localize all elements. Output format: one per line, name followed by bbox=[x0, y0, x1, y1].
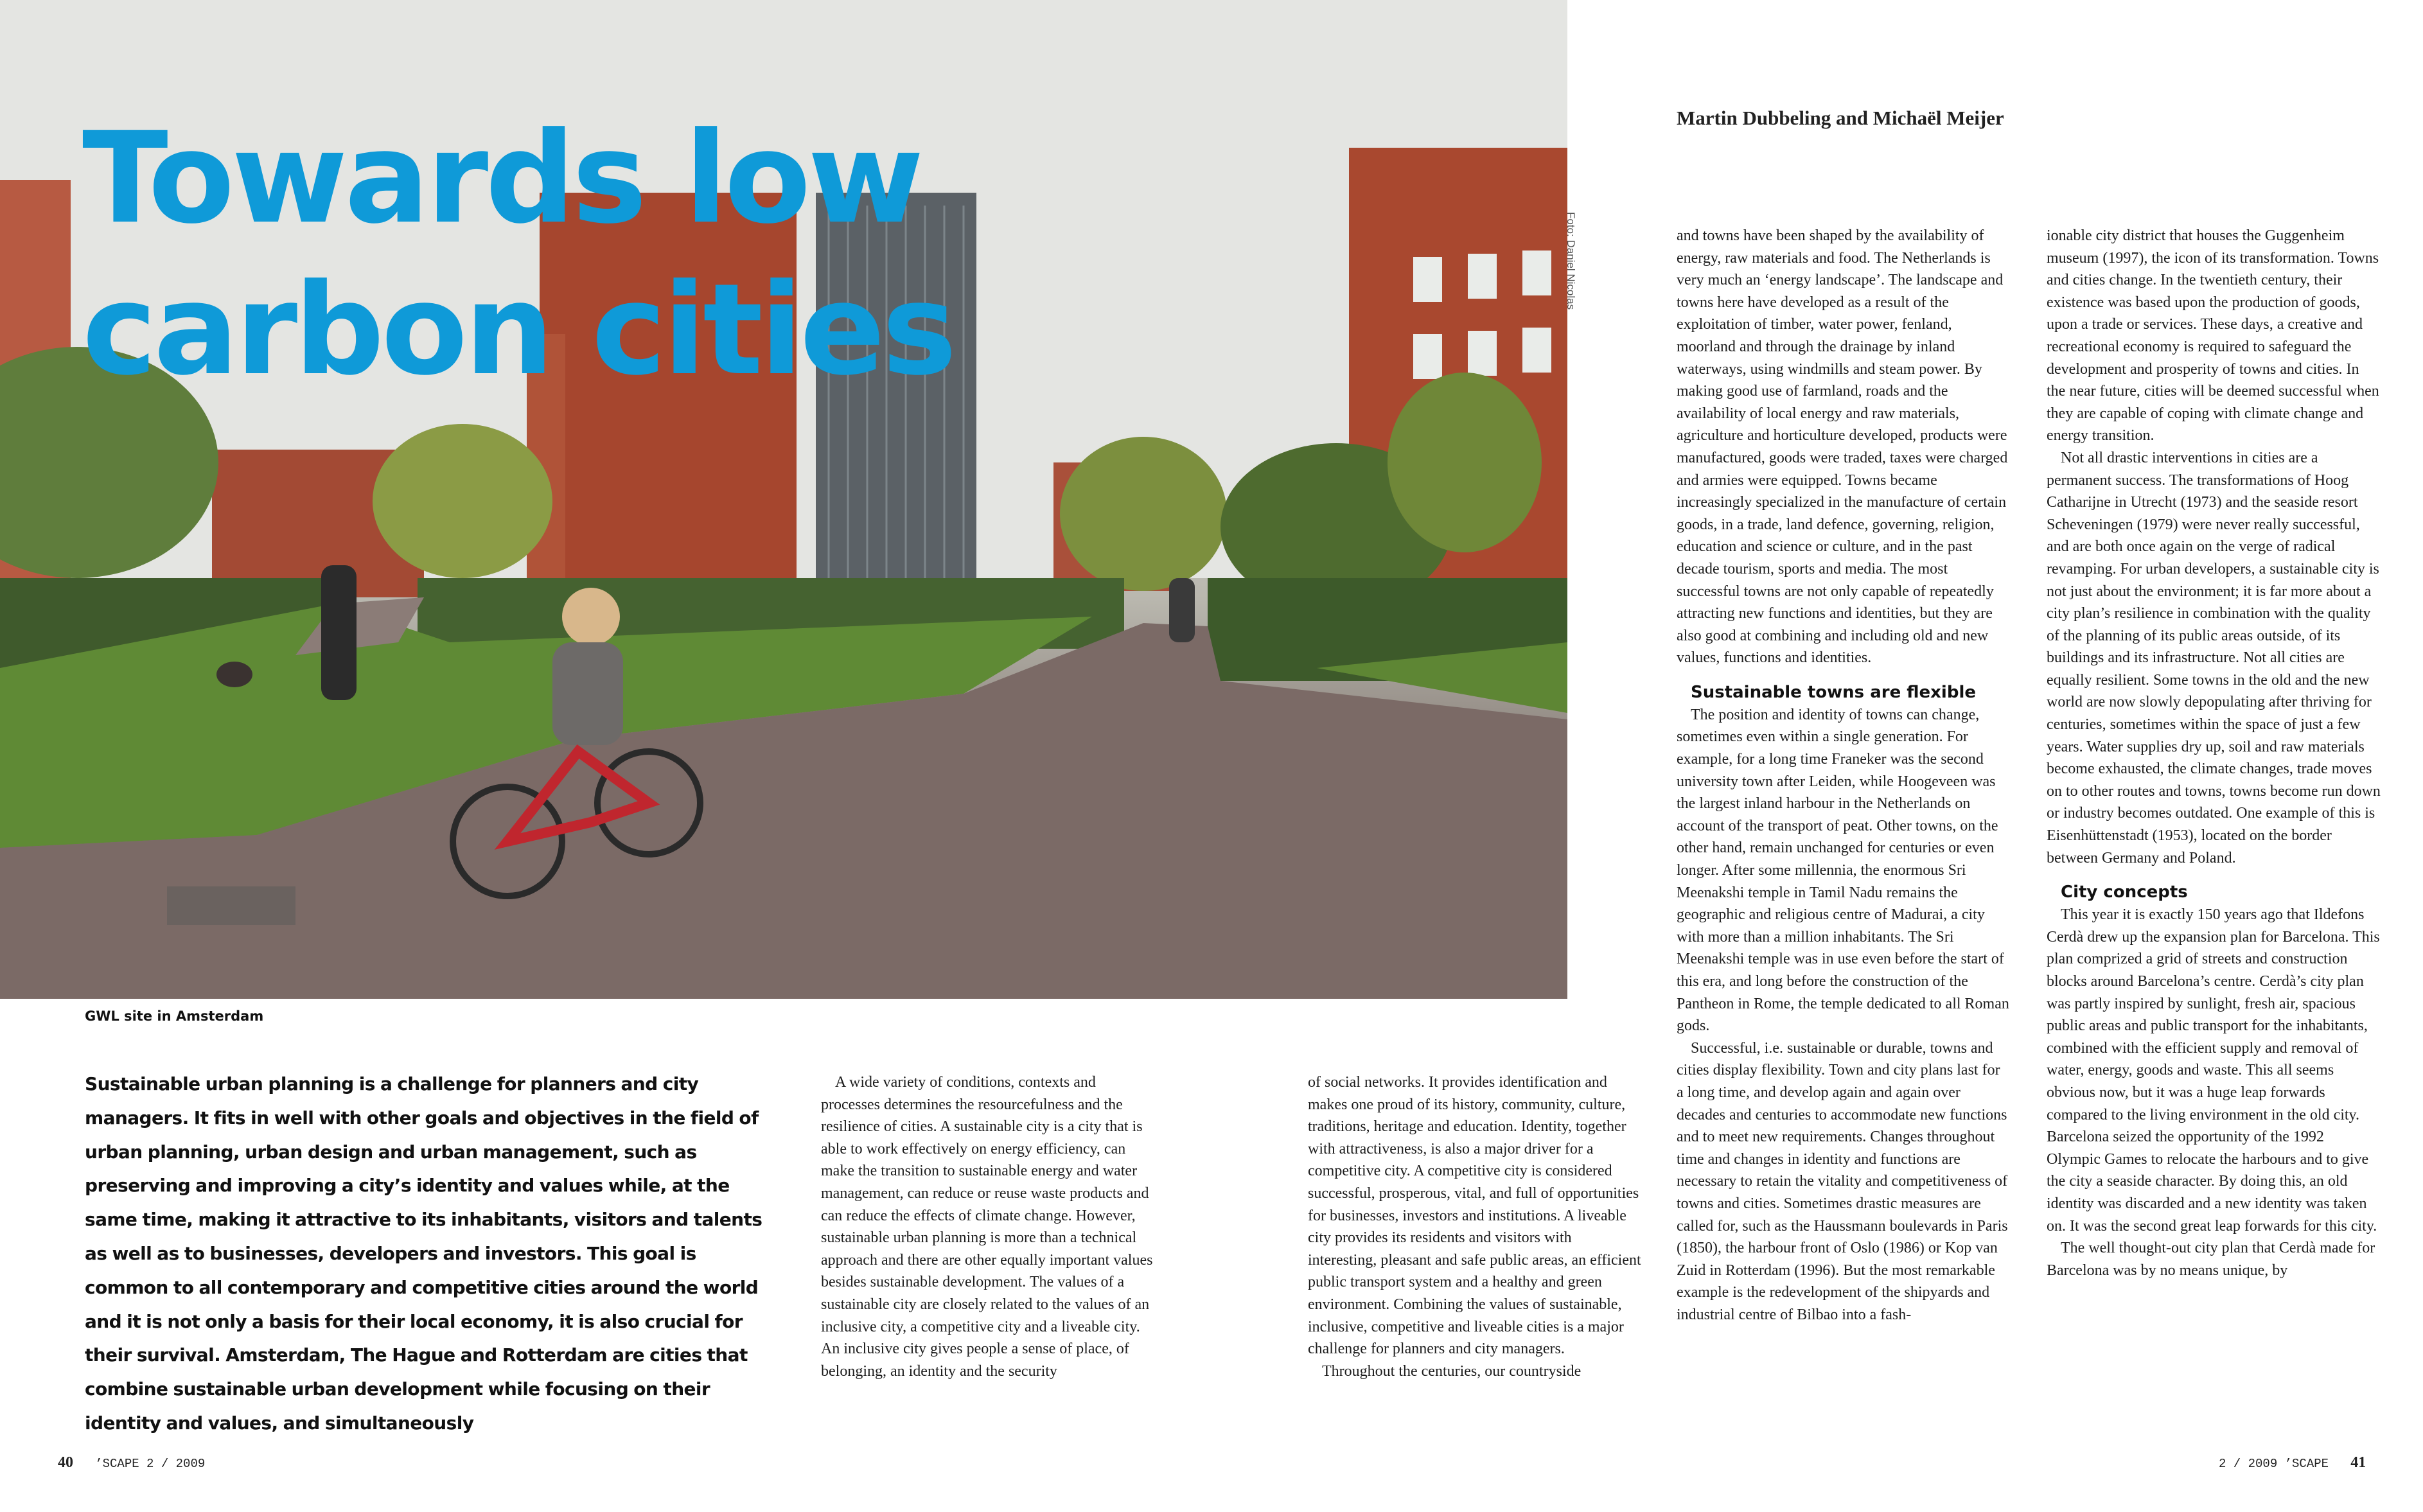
folio-text: 2 / 2009 ’SCAPE bbox=[2219, 1457, 2329, 1471]
folio-text: ’SCAPE 2 / 2009 bbox=[95, 1457, 206, 1471]
section-heading: Sustainable towns are flexible bbox=[1691, 682, 1977, 702]
article-title bbox=[82, 103, 954, 406]
page-number: 41 bbox=[2350, 1454, 2366, 1471]
paragraph: Not all drastic interventions in cities are a permanent success. The transformations of Hoog Catharijne in Utrecht (1973) and the seaside resort Scheveningen (1979) were never really successful, and are both once again on the verge of radical revamping. For urban developers, a sustainable city is not just about the environment; it is far more about a city plan’s resilience in combination with the quality of the planning of its public areas outside, of its buildings and its infrastructure. Not all cities are equally resilient. Some towns in the old and the new world are now slowly depopulating after thriving for centuries, sometimes within the space of just a few years. Water supplies dry up, soil and raw materials become exhausted, the climate changes, trade moves on to other routes and towns, towns become run down or industry becomes outdated. One example of this is Eisenhüttenstadt (1953), located on the border between Germany and Poland. bbox=[2047, 449, 2381, 866]
paragraph: This year it is exactly 150 years ago that Ildefons Cerdà drew up the expansion plan for Barcelona. This plan comprized a grid of streets and construction blocks around Barcelona’s centre. Cerdà’s city plan was partly inspired by sunlight, fresh air, spacious public areas and public transport for the inhabitants, combined with the efficient supply and removal of water, energy, goods and waste. This all seems obvious now, but it was a huge leap forwards compared to the living environment in the old city. Barcelona seized the opportunity of the 1992 Olympic Games to relocate the harbours and to give the city a seaside character. By doing this, an old identity was discarded and a new identity was taken on. It was the second great leap forwards for this city. bbox=[2047, 906, 2380, 1235]
lead-paragraph: Sustainable urban planning is a challenge for planners and city managers. It fits in well with other goals and objectives in the field of urban planning, urban design and urban management, such as preserving and improving a city’s identity and values while, at the same time, making it attractive to its inhabitants, visitors and talents as well as to businesses, developers and investors. This goal is common to all contemporary and competitive cities around the world and it is not only a basis for their local economy, it is also crucial for their survival. Amsterdam, The Hague and Rotterdam are cities that combine sustainable urban development while focusing on their identity and values, and simultaneously bbox=[85, 1073, 762, 1434]
section-heading: City concepts bbox=[2061, 883, 2188, 902]
photo-credit: Foto: Daniel Nicolas bbox=[1565, 212, 1577, 310]
photo-caption: GWL site in Amsterdam bbox=[85, 1008, 264, 1024]
folio-right bbox=[2219, 1454, 2366, 1472]
folio-left bbox=[58, 1454, 205, 1472]
paragraph: Successful, i.e. sustainable or durable, towns and cities display flexibility. Town and city plans last for a long time, and develop again and again over decades and centuries to accommodate new functions and to meet new requirements. Changes throughout time and changes in identity and functions are necessary to retain the vitality and competitiveness of towns and cities. Sometimes drastic measures are called for, such as the Haussmann boulevards in Paris (1850), the harbour front of Oslo (1986) or Kop van Zuid in Rotterdam (1996). But the most remarkable example is the redevelopment of the shipyards and industrial centre of Bilbao into a fash- bbox=[1677, 1039, 2008, 1323]
body-column-1 bbox=[821, 1071, 1155, 1382]
body-column-3 bbox=[1677, 225, 2011, 1326]
paragraph: and towns have been shaped by the availability of energy, raw materials and food. The Netherlands is very much an ‘energy landscape’. The landscape and towns here have developed as a result of the exploitation of timber, water power, fenland, moorland and through the drainage by inland waterways, using windmills and steam power. By making good use of farmland, roads and the availability of local energy and raw materials, agriculture and horticulture developed, products were manufactured, goods were traded, taxes were charged and armies were equipped. Towns became increasingly specialized in the manufacture of certain goods, in a trade, land defence, governing, religion, education and science or culture, and in the past decade tourism, sports and media. The most successful towns are not only capable of repeatedly attracting new functions and identities, but they are also good at combining and including old and new values, functions and identities. bbox=[1677, 227, 2008, 667]
page-number: 40 bbox=[58, 1454, 73, 1471]
paragraph: of social networks. It provides identification and makes one proud of its history, community, culture, traditions, heritage and education. Identity, together with attractiveness, is also a major driver for a competitive city. A competitive city is considered successful, prosperous, vital, and full of opportunities for businesses, investors and institutions. A liveable city provides its residents and visitors with interesting, pleasant and safe public areas, an efficient public transport system and a healthy and green environment. Combining the values of sustainable, inclusive, competitive and liveable cities is a major challenge for planners and city managers. bbox=[1308, 1074, 1641, 1358]
paragraph: The well thought-out city plan that Cerdà made for Barcelona was by no means unique, by bbox=[2047, 1240, 2375, 1279]
body-column-4 bbox=[2047, 225, 2381, 1281]
paragraph: The position and identity of towns can change, sometimes even within a single generation. For example, for a long time Franeker was the second university town after Leiden, while Hoogeveen was the largest inland harbour in the Netherlands on account of the transport of peat. Other towns, on the other hand, remain unchanged for centuries or even longer. After some millennia, the enormous Sri Meenakshi temple in Tamil Nadu remains the geographic and religious centre of Madurai, a city with more than a million inhabitants. The Sri Meenakshi temple was in use even before the start of this era, and long before the construction of the Pantheon in Rome, the temple dedicated to all Roman gods. bbox=[1677, 706, 2009, 1035]
title-line-1: Towards low bbox=[82, 105, 921, 252]
paragraph: ionable city district that houses the Guggenheim museum (1997), the icon of its transformation. Towns and cities change. In the twentieth century, their existence was based upon the production of goods, upon a trade or services. These days, a creative and recreational economy is required to safeguard the development and prosperity of towns and cities. In the near future, cities will be deemed successful when they are capable of coping with climate change and energy transition. bbox=[2047, 227, 2379, 444]
body-column-2 bbox=[1308, 1071, 1642, 1382]
article-authors: Martin Dubbeling and Michaël Meijer bbox=[1677, 107, 2004, 129]
paragraph: A wide variety of conditions, contexts and processes determines the resourcefulness and the resilience of cities. A sustainable city is a city that is able to work effectively on energy efficiency, can make the transition to sustainable energy and water management, can reduce or reuse waste products and can reduce the effects of climate change. However, sustainable urban planning is more than a technical approach and there are other equally important values besides sustainable development. The values of a sustainable city are closely related to the values of an inclusive city, a competitive city and a liveable city. An inclusive city gives people a sense of place, of belonging, an identity and the security bbox=[821, 1074, 1153, 1380]
paragraph: Throughout the centuries, our countryside bbox=[1322, 1362, 1582, 1380]
title-line-2: carbon cities bbox=[82, 257, 954, 403]
